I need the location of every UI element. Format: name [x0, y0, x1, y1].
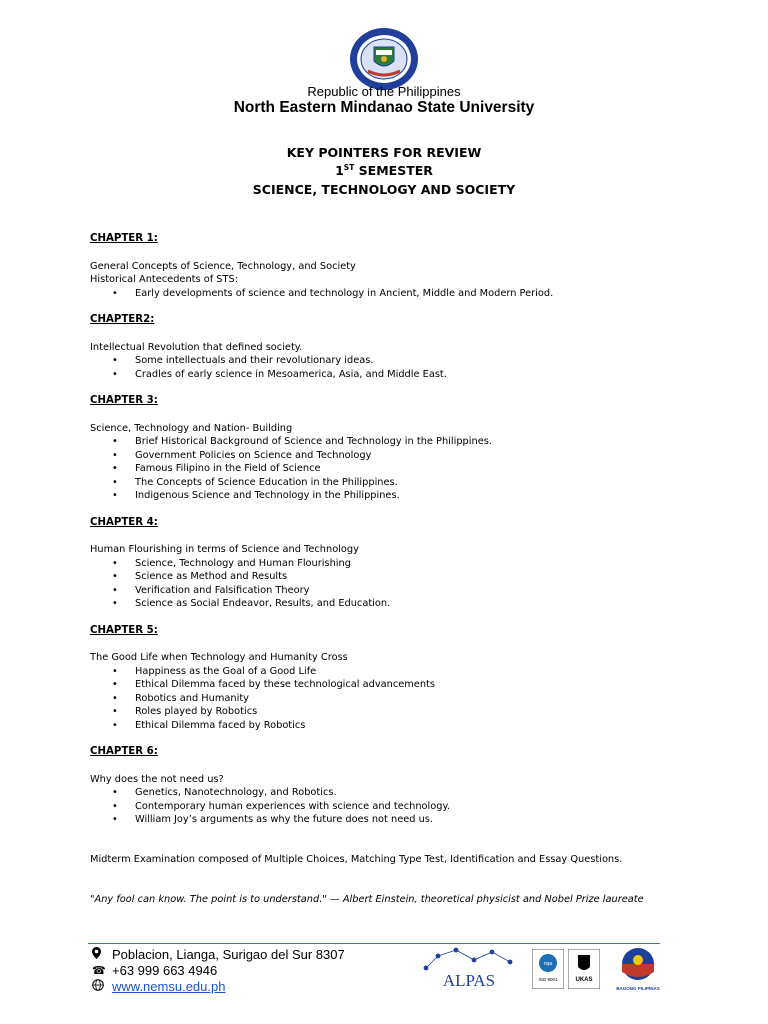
bullet-item: • The Concepts of Science Education in the Philippines.: [90, 476, 690, 490]
bullet-item: • Ethical Dilemma faced by Robotics: [90, 719, 690, 733]
bullet-item: • Roles played by Robotics: [90, 705, 690, 719]
ukas-certification-logo: [568, 949, 600, 989]
phone-text: +63 999 663 4946: [112, 963, 218, 978]
bullet-item: • Robotics and Humanity: [90, 692, 690, 706]
chapter-topic: General Concepts of Science, Technology, and Society: [90, 260, 356, 272]
chapter-bullets: [90, 354, 690, 381]
website-link[interactable]: www.nemsu.edu.ph: [112, 979, 226, 994]
bullet-item: • Early developments of science and technology in Ancient, Middle and Modern Period.: [90, 287, 690, 301]
chapter-heading: CHAPTER2:: [90, 314, 155, 325]
bullet-item: • Science, Technology and Human Flourishing: [90, 557, 690, 571]
university-seal-logo: [348, 27, 420, 91]
location-pin-icon: [92, 947, 112, 962]
chapter-topic: Intellectual Revolution that defined society.: [90, 341, 303, 353]
alpas-logo: [418, 946, 520, 992]
chapter-heading: CHAPTER 4:: [90, 516, 158, 528]
chapter-heading: CHAPTER 3:: [90, 395, 158, 406]
chapter-6: [90, 745, 690, 827]
bagong-pilipinas-logo: [612, 946, 664, 992]
chapter-bullets: [90, 287, 690, 301]
republic-line: Republic of the Philippines: [307, 84, 461, 99]
address-text: Poblacion, Lianga, Surigao del Sur 8307: [112, 947, 345, 962]
chapter-4: [90, 516, 690, 611]
bullet-item: • Famous Filipino in the Field of Science: [90, 462, 690, 476]
chapter-topic: The Good Life when Technology and Humanity Cross: [90, 652, 348, 663]
bullet-item: • Brief Historical Background of Science and Technology in the Philippines.: [90, 435, 690, 449]
chapter-2: [90, 313, 690, 381]
chapter-bullets: [90, 665, 690, 733]
bullet-item: • Science as Social Endeavor, Results, and Education.: [90, 597, 690, 611]
chapter-bullets: [90, 786, 690, 827]
chapter-bullets: [90, 435, 690, 503]
iso-certification-logo: [532, 949, 564, 989]
bullet-item: • Some intellectuals and their revolutionary ideas.: [90, 354, 690, 368]
footer-divider: [88, 943, 660, 944]
chapter-topic: Why does the not need us?: [90, 773, 224, 785]
bullet-item: • William Joy’s arguments as why the future does not need us.: [90, 813, 690, 827]
bullet-item: • Genetics, Nanotechnology, and Robotics.: [90, 786, 690, 800]
bullet-item: • Government Policies on Science and Technology: [90, 449, 690, 463]
course-title: SCIENCE, TECHNOLOGY AND SOCIETY: [252, 182, 516, 197]
chapter-topic: Science, Technology and Nation- Building: [90, 422, 293, 434]
bullet-item: • Science as Method and Results: [90, 570, 690, 584]
midterm-note: Midterm Examination composed of Multiple Choices, Matching Type Test, Identification and Essay Questions.: [90, 854, 623, 865]
bullet-item: • Cradles of early science in Mesoamerica, Asia, and Middle East.: [90, 368, 690, 382]
website-line: [92, 979, 225, 994]
svg-text:nqa: nqa: [543, 961, 553, 967]
semester-line: 1ST SEMESTER: [335, 163, 433, 179]
bullet-item: • Happiness as the Goal of a Good Life: [90, 665, 690, 679]
chapter-heading: CHAPTER 5:: [90, 624, 158, 636]
phone-line: [92, 963, 217, 978]
svg-text:ISO 9001: ISO 9001: [538, 977, 558, 982]
svg-text:BAGONG PILIPINAS: BAGONG PILIPINAS: [616, 986, 660, 991]
svg-text:UKAS: UKAS: [575, 977, 593, 983]
quote: "Any fool can know. The point is to understand." — Albert Einstein, theoretical physicist and Nobel Prize laureate: [90, 894, 644, 905]
bullet-item: • Indigenous Science and Technology in the Philippines.: [90, 489, 690, 503]
bullet-item: • Contemporary human experiences with science and technology.: [90, 800, 690, 814]
document-title: KEY POINTERS FOR REVIEW: [286, 145, 482, 160]
chapter-topic: Historical Antecedents of STS:: [90, 274, 238, 285]
chapter-bullets: [90, 557, 690, 611]
chapter-list: [90, 232, 690, 840]
bullet-item: • Ethical Dilemma faced by these technological advancements: [90, 678, 690, 692]
university-name: North Eastern Mindanao State University: [233, 99, 535, 116]
chapter-heading: CHAPTER 1:: [90, 233, 158, 244]
alpas-logo-text: ALPAS: [442, 971, 496, 990]
chapter-1: [90, 232, 690, 300]
address-line: [92, 947, 345, 962]
chapter-5: [90, 624, 690, 733]
bullet-item: • Verification and Falsification Theory: [90, 584, 690, 598]
phone-icon: ☎: [92, 965, 106, 977]
chapter-heading: CHAPTER 6:: [90, 746, 158, 757]
chapter-3: [90, 394, 690, 503]
globe-icon: [92, 979, 112, 994]
chapter-topic: Human Flourishing in terms of Science and Technology: [90, 544, 359, 555]
